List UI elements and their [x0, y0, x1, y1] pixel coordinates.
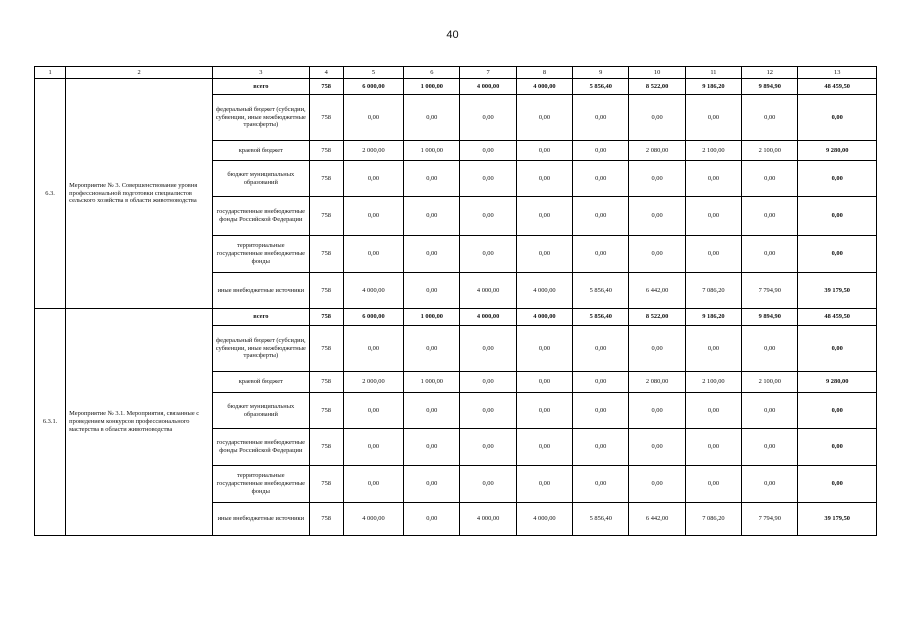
amount-cell: 0,00 — [516, 429, 572, 466]
amount-cell: 0,00 — [573, 429, 629, 466]
column-number-cell: 4 — [309, 67, 343, 79]
amount-cell: 0,00 — [404, 429, 460, 466]
total-cell: 9 280,00 — [798, 372, 877, 393]
total-cell: 0,00 — [798, 429, 877, 466]
total-cell: 39 179,50 — [798, 503, 877, 536]
amount-cell: 9 186,20 — [685, 309, 741, 326]
amount-cell: 6 000,00 — [343, 309, 403, 326]
amount-cell: 0,00 — [460, 236, 516, 273]
amount-cell: 5 856,40 — [573, 309, 629, 326]
funding-source: территориальные государственные внебюджетные фонды — [213, 236, 310, 273]
amount-cell: 0,00 — [685, 95, 741, 141]
amount-cell: 4 000,00 — [516, 79, 572, 95]
amount-cell: 0,00 — [573, 393, 629, 429]
amount-cell: 9 894,90 — [742, 309, 798, 326]
funding-source: федеральный бюджет (субсидии, субвенции, иные межбюджетные трансферты) — [213, 326, 310, 372]
amount-cell: 0,00 — [742, 466, 798, 503]
amount-cell: 0,00 — [629, 429, 685, 466]
total-cell: 39 179,50 — [798, 273, 877, 309]
amount-cell: 0,00 — [685, 466, 741, 503]
column-number-cell: 6 — [404, 67, 460, 79]
budget-code: 758 — [309, 236, 343, 273]
column-number-cell: 13 — [798, 67, 877, 79]
amount-cell: 0,00 — [460, 197, 516, 236]
total-cell: 0,00 — [798, 197, 877, 236]
column-number-cell: 11 — [685, 67, 741, 79]
funding-source: иные внебюджетные источники — [213, 273, 310, 309]
amount-cell: 5 856,40 — [573, 273, 629, 309]
amount-cell: 0,00 — [460, 141, 516, 161]
amount-cell: 0,00 — [573, 95, 629, 141]
amount-cell: 0,00 — [685, 393, 741, 429]
amount-cell: 1 000,00 — [404, 141, 460, 161]
amount-cell: 0,00 — [573, 372, 629, 393]
funding-source: федеральный бюджет (субсидии, субвенции, иные межбюджетные трансферты) — [213, 95, 310, 141]
budget-code: 758 — [309, 79, 343, 95]
total-cell: 9 280,00 — [798, 141, 877, 161]
amount-cell: 0,00 — [460, 372, 516, 393]
amount-cell: 6 442,00 — [629, 273, 685, 309]
amount-cell: 0,00 — [685, 236, 741, 273]
funding-source: бюджет муниципальных образований — [213, 393, 310, 429]
total-cell: 48 459,50 — [798, 309, 877, 326]
amount-cell: 0,00 — [629, 393, 685, 429]
amount-cell: 0,00 — [343, 393, 403, 429]
amount-cell: 4 000,00 — [460, 273, 516, 309]
amount-cell: 4 000,00 — [516, 273, 572, 309]
amount-cell: 0,00 — [404, 393, 460, 429]
amount-cell: 0,00 — [460, 393, 516, 429]
amount-cell: 4 000,00 — [516, 503, 572, 536]
column-number-cell: 3 — [213, 67, 310, 79]
funding-source: иные внебюджетные источники — [213, 503, 310, 536]
amount-cell: 9 894,90 — [742, 79, 798, 95]
amount-cell: 2 080,00 — [629, 141, 685, 161]
budget-code: 758 — [309, 161, 343, 197]
budget-code: 758 — [309, 503, 343, 536]
amount-cell: 0,00 — [629, 197, 685, 236]
column-number-cell: 10 — [629, 67, 685, 79]
total-cell: 0,00 — [798, 393, 877, 429]
total-cell: 0,00 — [798, 466, 877, 503]
amount-cell: 0,00 — [343, 95, 403, 141]
amount-cell: 4 000,00 — [460, 79, 516, 95]
amount-cell: 0,00 — [343, 197, 403, 236]
amount-cell: 0,00 — [404, 466, 460, 503]
total-cell: 0,00 — [798, 326, 877, 372]
measure-number: 6.3.1. — [35, 309, 66, 536]
funding-source: бюджет муниципальных образований — [213, 161, 310, 197]
amount-cell: 0,00 — [742, 393, 798, 429]
amount-cell: 0,00 — [629, 466, 685, 503]
amount-cell: 0,00 — [516, 161, 572, 197]
amount-cell: 0,00 — [516, 141, 572, 161]
amount-cell: 6 000,00 — [343, 79, 403, 95]
amount-cell: 0,00 — [629, 326, 685, 372]
budget-code: 758 — [309, 197, 343, 236]
amount-cell: 0,00 — [404, 197, 460, 236]
funding-source: территориальные государственные внебюджетные фонды — [213, 466, 310, 503]
amount-cell: 0,00 — [460, 95, 516, 141]
amount-cell: 0,00 — [516, 197, 572, 236]
amount-cell: 8 522,00 — [629, 79, 685, 95]
amount-cell: 0,00 — [742, 161, 798, 197]
amount-cell: 1 000,00 — [404, 372, 460, 393]
amount-cell: 0,00 — [685, 197, 741, 236]
amount-cell: 1 000,00 — [404, 79, 460, 95]
amount-cell: 0,00 — [573, 236, 629, 273]
amount-cell: 1 000,00 — [404, 309, 460, 326]
column-number-cell: 2 — [66, 67, 213, 79]
funding-source: государственные внебюджетные фонды Российской Федерации — [213, 429, 310, 466]
amount-cell: 0,00 — [343, 236, 403, 273]
amount-cell: 0,00 — [573, 197, 629, 236]
amount-cell: 0,00 — [404, 95, 460, 141]
funding-source: всего — [213, 79, 310, 95]
amount-cell: 0,00 — [573, 326, 629, 372]
measure-number: 6.3. — [35, 79, 66, 309]
column-number-cell: 12 — [742, 67, 798, 79]
column-number-cell: 8 — [516, 67, 572, 79]
amount-cell: 0,00 — [573, 466, 629, 503]
amount-cell: 2 100,00 — [742, 141, 798, 161]
budget-code: 758 — [309, 326, 343, 372]
column-number-cell: 5 — [343, 67, 403, 79]
total-cell: 0,00 — [798, 161, 877, 197]
amount-cell: 2 100,00 — [685, 141, 741, 161]
column-number-cell: 7 — [460, 67, 516, 79]
budget-code: 758 — [309, 393, 343, 429]
amount-cell: 2 000,00 — [343, 141, 403, 161]
amount-cell: 0,00 — [516, 466, 572, 503]
page-number: 40 — [446, 29, 459, 41]
amount-cell: 0,00 — [404, 161, 460, 197]
amount-cell: 0,00 — [742, 326, 798, 372]
amount-cell: 4 000,00 — [460, 503, 516, 536]
amount-cell: 4 000,00 — [343, 503, 403, 536]
funding-source: краевой бюджет — [213, 372, 310, 393]
column-number-row — [35, 67, 877, 79]
amount-cell: 7 086,20 — [685, 503, 741, 536]
amount-cell: 0,00 — [629, 95, 685, 141]
amount-cell: 0,00 — [742, 429, 798, 466]
column-number-cell: 9 — [573, 67, 629, 79]
table-row — [35, 309, 877, 326]
amount-cell: 0,00 — [742, 95, 798, 141]
amount-cell: 0,00 — [685, 326, 741, 372]
amount-cell: 0,00 — [460, 429, 516, 466]
total-cell: 0,00 — [798, 236, 877, 273]
amount-cell: 0,00 — [460, 466, 516, 503]
amount-cell: 0,00 — [460, 326, 516, 372]
amount-cell: 0,00 — [404, 273, 460, 309]
total-cell: 0,00 — [798, 95, 877, 141]
amount-cell: 0,00 — [516, 95, 572, 141]
amount-cell: 5 856,40 — [573, 79, 629, 95]
funding-source: всего — [213, 309, 310, 326]
amount-cell: 2 100,00 — [685, 372, 741, 393]
amount-cell: 0,00 — [742, 236, 798, 273]
amount-cell: 0,00 — [629, 161, 685, 197]
budget-code: 758 — [309, 309, 343, 326]
amount-cell: 4 000,00 — [460, 309, 516, 326]
funding-source: государственные внебюджетные фонды Российской Федерации — [213, 197, 310, 236]
amount-cell: 0,00 — [404, 326, 460, 372]
amount-cell: 0,00 — [742, 197, 798, 236]
column-number-cell: 1 — [35, 67, 66, 79]
amount-cell: 0,00 — [629, 236, 685, 273]
amount-cell: 0,00 — [685, 429, 741, 466]
amount-cell: 0,00 — [516, 372, 572, 393]
measure-name: Мероприятие № 3.1. Мероприятия, связанные с проведением конкурсов профессионального мастерства в области животноводства — [66, 309, 213, 536]
table-row — [35, 79, 877, 95]
amount-cell: 0,00 — [404, 236, 460, 273]
amount-cell: 0,00 — [343, 161, 403, 197]
budget-table — [34, 66, 877, 536]
amount-cell: 0,00 — [516, 393, 572, 429]
amount-cell: 0,00 — [404, 503, 460, 536]
amount-cell: 7 794,90 — [742, 273, 798, 309]
amount-cell: 0,00 — [516, 326, 572, 372]
amount-cell: 2 080,00 — [629, 372, 685, 393]
amount-cell: 4 000,00 — [516, 309, 572, 326]
funding-source: краевой бюджет — [213, 141, 310, 161]
amount-cell: 8 522,00 — [629, 309, 685, 326]
budget-code: 758 — [309, 273, 343, 309]
amount-cell: 0,00 — [460, 161, 516, 197]
amount-cell: 4 000,00 — [343, 273, 403, 309]
budget-code: 758 — [309, 372, 343, 393]
budget-code: 758 — [309, 95, 343, 141]
amount-cell: 7 794,90 — [742, 503, 798, 536]
amount-cell: 0,00 — [516, 236, 572, 273]
amount-cell: 0,00 — [573, 141, 629, 161]
budget-code: 758 — [309, 141, 343, 161]
amount-cell: 0,00 — [573, 161, 629, 197]
amount-cell: 2 100,00 — [742, 372, 798, 393]
amount-cell: 2 000,00 — [343, 372, 403, 393]
amount-cell: 5 856,40 — [573, 503, 629, 536]
amount-cell: 0,00 — [685, 161, 741, 197]
budget-code: 758 — [309, 466, 343, 503]
amount-cell: 0,00 — [343, 466, 403, 503]
total-cell: 48 459,50 — [798, 79, 877, 95]
measure-name: Мероприятие № 3. Совершенствование уровня профессиональной подготовки специалистов сельского хозяйства в области животноводства — [66, 79, 213, 309]
amount-cell: 7 086,20 — [685, 273, 741, 309]
amount-cell: 0,00 — [343, 429, 403, 466]
budget-code: 758 — [309, 429, 343, 466]
amount-cell: 6 442,00 — [629, 503, 685, 536]
amount-cell: 0,00 — [343, 326, 403, 372]
amount-cell: 9 186,20 — [685, 79, 741, 95]
